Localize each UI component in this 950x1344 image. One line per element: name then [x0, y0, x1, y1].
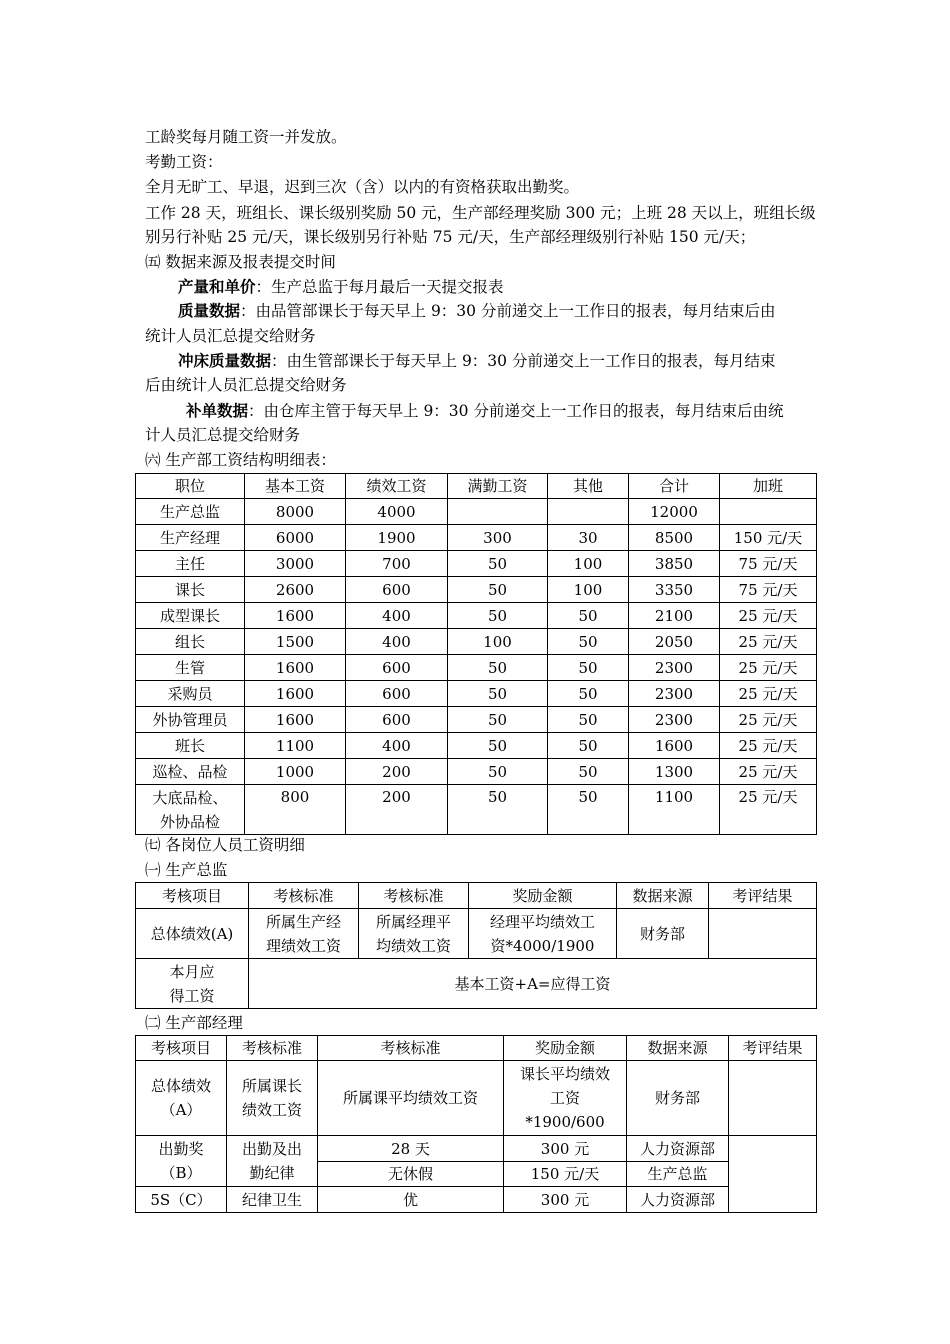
table-cell: 3850 [629, 551, 720, 577]
cell-line: 所属课长 [241, 1077, 302, 1095]
header-cell: 加班 [720, 474, 817, 499]
item-label: 补单数据 [186, 401, 249, 420]
table-row [136, 959, 817, 1009]
table-cell: 150 元/天 [720, 525, 817, 551]
table-cell: 700 [346, 551, 448, 577]
table-cell: 4000 [346, 499, 448, 525]
cell-line: 外协品检 [159, 812, 220, 831]
table-cell [249, 909, 359, 959]
header-cell: 考核项目 [136, 1036, 227, 1061]
table-row [136, 759, 817, 785]
section5-item-output [178, 276, 504, 298]
table-cell: 总体绩效(A) [136, 909, 249, 959]
table-cell [227, 1136, 318, 1187]
cell-line: 出勤奖 [158, 1140, 204, 1158]
header-cell: 基本工资 [245, 474, 346, 499]
table-row [136, 785, 817, 835]
cell-line: 本月应 [169, 962, 215, 981]
table-cell: 75 元/天 [720, 577, 817, 603]
table-cell: 1100 [245, 733, 346, 759]
table-cell: 25 元/天 [720, 629, 817, 655]
table-cell [720, 499, 817, 525]
table-row [136, 1136, 817, 1162]
table-cell: 100 [448, 629, 548, 655]
table-row [136, 655, 817, 681]
table-cell: 1600 [245, 707, 346, 733]
table-cell: 优 [318, 1187, 504, 1213]
table-row [136, 707, 817, 733]
table-cell: 3350 [629, 577, 720, 603]
table-cell: 生产经理 [136, 525, 245, 551]
table-cell: 50 [548, 681, 629, 707]
table-cell [136, 1136, 227, 1187]
cell-line: 课长平均绩效 [519, 1065, 610, 1083]
section5-item-quality-cont: 统计人员汇总提交给财务 [145, 327, 316, 345]
table-cell: 巡检、品检 [136, 759, 245, 785]
table-cell: 1600 [245, 655, 346, 681]
table-cell: 人力资源部 [627, 1136, 729, 1162]
table-row [136, 681, 817, 707]
cell-line: 大底品检、 [152, 788, 228, 807]
table-cell: 25 元/天 [720, 785, 817, 835]
cell-line: 所属经理平 [375, 912, 451, 931]
table-cell: 50 [548, 629, 629, 655]
table-cell: 8500 [629, 525, 720, 551]
table-cell: 无休假 [318, 1162, 504, 1187]
table-cell: 1600 [245, 603, 346, 629]
table-header-row [136, 883, 817, 909]
cell-line: （B） [160, 1164, 202, 1182]
table-cell: 1300 [629, 759, 720, 785]
paragraph-attendance-rule: 全月无旷工、早退，迟到三次（含）以内的有资格获取出勤奖。 [145, 178, 580, 196]
table-cell: 主任 [136, 551, 245, 577]
item-text: ：由仓库主管于每天早上 9：30 分前递交上一工作日的报表，每月结束后由统 [248, 402, 784, 420]
table-row [136, 551, 817, 577]
table-cell: 生产总监 [136, 499, 245, 525]
table-cell: 50 [448, 603, 548, 629]
table-row [136, 603, 817, 629]
header-cell: 职位 [136, 474, 245, 499]
section5-item-quality [178, 300, 775, 322]
cell-line: （A） [160, 1101, 202, 1119]
table-header-row [136, 1036, 817, 1061]
table-cell: 2600 [245, 577, 346, 603]
table-header-row [136, 474, 817, 499]
header-cell: 合计 [629, 474, 720, 499]
table-cell: 25 元/天 [720, 759, 817, 785]
table-cell: 600 [346, 577, 448, 603]
table-cell: 25 元/天 [720, 707, 817, 733]
header-cell: 考核标准 [359, 883, 469, 909]
item-text: ：由品管部课长于每天早上 9：30 分前递交上一工作日的报表，每月结束后由 [240, 302, 776, 320]
header-cell: 考评结果 [709, 883, 817, 909]
table-cell: 300 元 [504, 1136, 627, 1162]
table-cell: 8000 [245, 499, 346, 525]
table-cell [359, 909, 469, 959]
item-text: ：生产总监于每月最后一天提交报表 [255, 278, 504, 296]
table-cell: 100 [548, 577, 629, 603]
section7-title: ㈦ 各岗位人员工资明细 [145, 836, 305, 854]
cell-line: 绩效工资 [241, 1101, 302, 1119]
cell-line: 资*4000/1900 [490, 936, 595, 955]
table-cell: 50 [448, 707, 548, 733]
cell-line: 出勤及出 [241, 1140, 302, 1158]
header-cell: 考核标准 [249, 883, 359, 909]
table-cell [548, 499, 629, 525]
table-cell: 外协管理员 [136, 707, 245, 733]
table-cell: 50 [548, 655, 629, 681]
manager-assessment-table [135, 1035, 817, 1213]
table-cell [136, 959, 249, 1009]
table-cell [469, 909, 617, 959]
table-cell: 600 [346, 681, 448, 707]
item-label: 产量和单价 [178, 277, 256, 296]
header-cell: 奖励金额 [504, 1036, 627, 1061]
table-cell: 50 [548, 733, 629, 759]
table-cell: 50 [548, 759, 629, 785]
cell-line: 经理平均绩效工 [489, 912, 595, 931]
section5-item-punch-quality [178, 350, 775, 372]
table-cell: 400 [346, 603, 448, 629]
table-cell: 50 [448, 577, 548, 603]
section7-sub1-title: ㈠ 生产总监 [145, 861, 228, 879]
header-cell: 奖励金额 [469, 883, 617, 909]
table-cell: 150 元/天 [504, 1162, 627, 1187]
table-cell: 5S（C） [136, 1187, 227, 1213]
table-row [136, 525, 817, 551]
section5-title: ㈤ 数据来源及报表提交时间 [145, 253, 336, 271]
table-cell [709, 909, 817, 959]
table-cell: 300 元 [504, 1187, 627, 1213]
table-cell: 200 [346, 785, 448, 835]
table-cell [136, 785, 245, 835]
director-assessment-table [135, 882, 817, 1009]
table-row [136, 909, 817, 959]
header-cell: 考核标准 [227, 1036, 318, 1061]
paragraph-attendance-heading: 考勤工资： [145, 153, 223, 171]
cell-line: *1900/600 [525, 1113, 605, 1131]
table-row [136, 1061, 817, 1136]
section5-item-reorder-cont: 计人员汇总提交给财务 [145, 426, 301, 444]
table-cell [729, 1136, 817, 1213]
table-cell: 组长 [136, 629, 245, 655]
cell-line: 所属生产经 [265, 912, 341, 931]
table-cell: 25 元/天 [720, 603, 817, 629]
table-cell: 生管 [136, 655, 245, 681]
table-cell: 50 [448, 681, 548, 707]
table-cell: 200 [346, 759, 448, 785]
table-cell: 50 [448, 785, 548, 835]
table-cell: 1100 [629, 785, 720, 835]
table-row [136, 1187, 817, 1213]
table-cell [448, 499, 548, 525]
table-cell: 1600 [629, 733, 720, 759]
table-cell: 50 [448, 733, 548, 759]
table-cell: 50 [548, 603, 629, 629]
paragraph-bonus-line1: 工作 28 天，班组长、课长级别奖励 50 元，生产部经理奖励 300 元；上班 28 天以上，班组长级 [145, 204, 816, 222]
table-cell: 基本工资+A=应得工资 [249, 959, 817, 1009]
cell-line: 工资 [549, 1089, 580, 1107]
table-cell: 12000 [629, 499, 720, 525]
table-cell: 2300 [629, 655, 720, 681]
table-cell: 2300 [629, 681, 720, 707]
table-cell [136, 1061, 227, 1136]
table-cell: 600 [346, 707, 448, 733]
table-cell: 50 [548, 785, 629, 835]
table-cell: 50 [448, 759, 548, 785]
cell-line: 勤纪律 [249, 1164, 295, 1182]
table-cell: 人力资源部 [627, 1187, 729, 1213]
item-text: ：由生管部课长于每天早上 9：30 分前递交上一工作日的报表，每月结束 [271, 352, 776, 370]
section7-sub2-title: ㈡ 生产部经理 [145, 1014, 243, 1032]
salary-structure-table [135, 473, 817, 835]
table-cell: 6000 [245, 525, 346, 551]
table-cell: 2300 [629, 707, 720, 733]
table-cell: 100 [548, 551, 629, 577]
table-row [136, 733, 817, 759]
table-cell [504, 1061, 627, 1136]
table-cell [729, 1061, 817, 1136]
table-cell: 300 [448, 525, 548, 551]
section5-item-reorder [186, 400, 783, 422]
table-cell: 800 [245, 785, 346, 835]
table-cell: 生产总监 [627, 1162, 729, 1187]
table-cell: 财务部 [627, 1061, 729, 1136]
table-cell: 50 [548, 707, 629, 733]
header-cell: 满勤工资 [448, 474, 548, 499]
table-cell: 2050 [629, 629, 720, 655]
header-cell: 绩效工资 [346, 474, 448, 499]
table-cell: 400 [346, 629, 448, 655]
cell-line: 总体绩效 [150, 1077, 211, 1095]
paragraph-seniority-bonus: 工龄奖每月随工资一并发放。 [145, 128, 347, 146]
cell-line: 得工资 [169, 986, 215, 1005]
table-cell: 50 [448, 551, 548, 577]
table-cell: 1600 [245, 681, 346, 707]
table-row [136, 629, 817, 655]
table-cell: 1000 [245, 759, 346, 785]
header-cell: 数据来源 [627, 1036, 729, 1061]
table-cell: 600 [346, 655, 448, 681]
table-cell: 纪律卫生 [227, 1187, 318, 1213]
table-cell: 2100 [629, 603, 720, 629]
table-cell: 1500 [245, 629, 346, 655]
cell-line: 理绩效工资 [265, 936, 341, 955]
table-cell: 25 元/天 [720, 681, 817, 707]
table-cell: 50 [448, 655, 548, 681]
table-cell: 30 [548, 525, 629, 551]
table-cell: 所属课平均绩效工资 [318, 1061, 504, 1136]
table-cell: 25 元/天 [720, 655, 817, 681]
section5-item-punch-quality-cont: 后由统计人员汇总提交给财务 [145, 376, 347, 394]
table-cell: 班长 [136, 733, 245, 759]
table-cell: 3000 [245, 551, 346, 577]
table-cell: 课长 [136, 577, 245, 603]
table-cell: 25 元/天 [720, 733, 817, 759]
header-cell: 考评结果 [729, 1036, 817, 1061]
header-cell: 考核标准 [318, 1036, 504, 1061]
header-cell: 其他 [548, 474, 629, 499]
header-cell: 数据来源 [617, 883, 709, 909]
cell-line: 均绩效工资 [375, 936, 451, 955]
table-cell: 75 元/天 [720, 551, 817, 577]
table-cell: 400 [346, 733, 448, 759]
paragraph-bonus-line2: 别另行补贴 25 元/天，课长级别另行补贴 75 元/天，生产部经理级别行补贴 150 元/天； [145, 228, 756, 246]
table-cell: 成型课长 [136, 603, 245, 629]
section6-title: ㈥ 生产部工资结构明细表： [145, 451, 336, 469]
item-label: 冲床质量数据 [178, 351, 272, 370]
item-label: 质量数据 [178, 301, 241, 320]
table-row [136, 577, 817, 603]
header-cell: 考核项目 [136, 883, 249, 909]
table-cell: 财务部 [617, 909, 709, 959]
table-row [136, 499, 817, 525]
table-cell: 28 天 [318, 1136, 504, 1162]
table-cell: 采购员 [136, 681, 245, 707]
table-cell [227, 1061, 318, 1136]
table-cell: 1900 [346, 525, 448, 551]
